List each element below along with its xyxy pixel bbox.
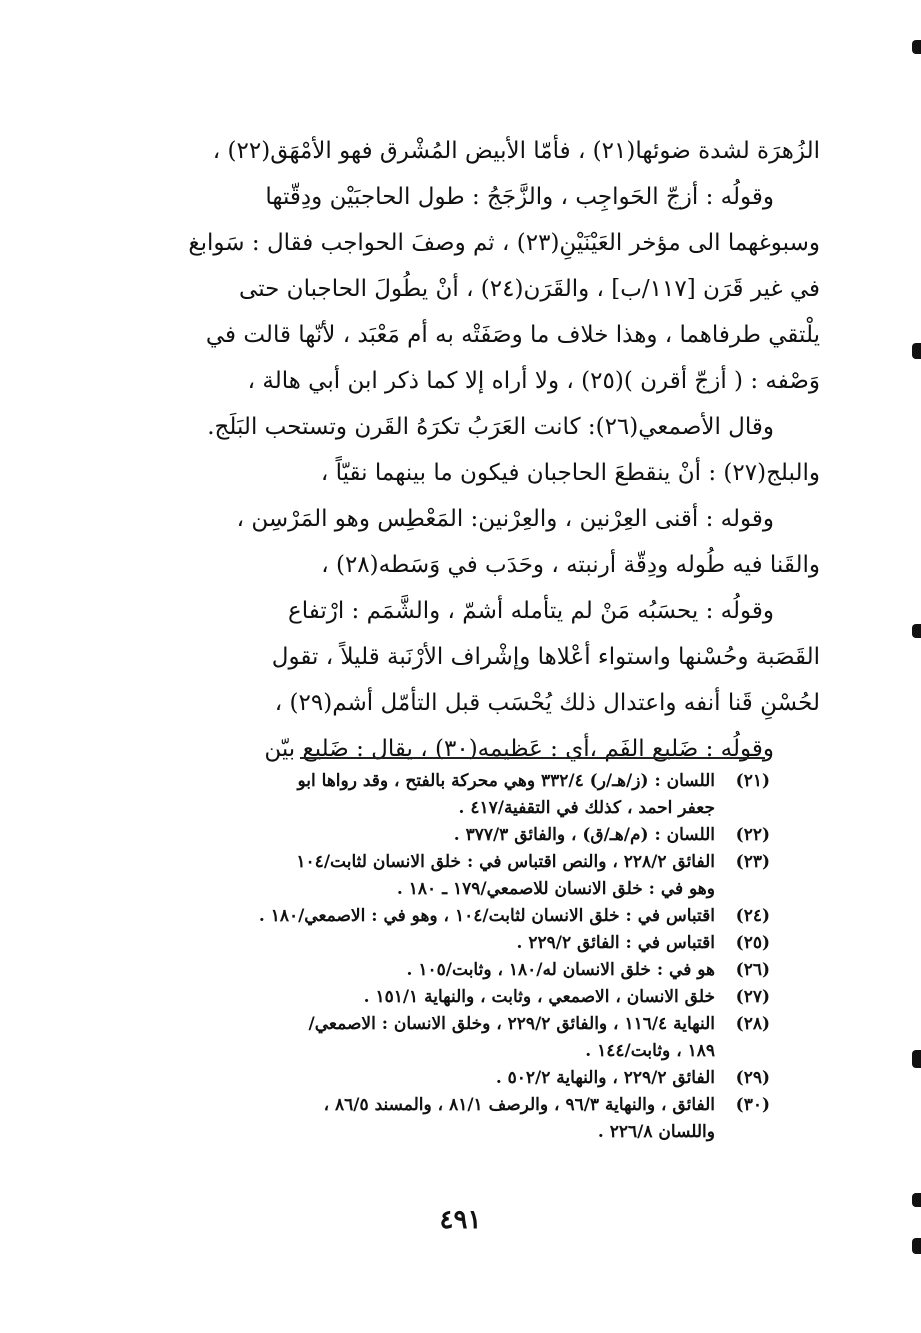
footnote — [100, 768, 770, 822]
main-text-line: وسبوغهما الى مؤخر العَيْنَيْنِ(٢٣) ، ثم وصفَ الحواجب فقال : سَوابغ — [188, 230, 820, 256]
scan-edge-mark — [912, 1238, 921, 1254]
scan-edge-mark — [912, 343, 921, 359]
footnote-number: (٢١) — [735, 771, 770, 791]
footnote-number: (٢٥) — [735, 933, 770, 953]
footnote-text — [100, 1092, 715, 1146]
scan-edge-mark — [912, 40, 921, 54]
footnote — [100, 1011, 770, 1065]
main-text-line: وقال الأصمعي(٢٦): كانت العَرَبُ تكرَهُ القَرن وتستحب البَلَج. — [207, 414, 774, 440]
footnote-number: (٣٠) — [735, 1095, 770, 1115]
footnote-text — [100, 984, 715, 1011]
main-text-line: وقولُه : أزجّ الحَواجِب ، والزَّجَجُ : طول الحاجبَيْن ودِقّتها — [265, 184, 774, 210]
main-text-block — [100, 128, 820, 772]
footnote-line: الفائق ٢٢٨/٢ ، والنص اقتباس في : خلق الانسان لثابت/١٠٤ — [296, 852, 715, 872]
footnote-text — [100, 849, 715, 903]
footnote-text — [100, 903, 715, 930]
footnote-number: (٢٣) — [735, 852, 770, 872]
footnote-line: وهو في : خلق الانسان للاصمعي/١٧٩ ـ ١٨٠ . — [396, 879, 715, 899]
footnote-line: الفائق ، والنهاية ٩٦/٣ ، والرصف ٨١/١ ، والمسند ٨٦/٥ ، — [323, 1095, 715, 1115]
footnotes-block — [100, 768, 770, 1146]
footnote-number: (٢٤) — [735, 906, 770, 926]
main-text-line: وَصْفه : ( أزجّ أقرن )(٢٥) ، ولا أراه إلا كما ذكر ابن أبي هالة ، — [247, 368, 820, 394]
footnote — [100, 984, 770, 1011]
footnote-text — [100, 957, 715, 984]
footnote-line: اللسان : (م/هـ/ق) ، والفائق ٣٧٧/٣ . — [453, 825, 715, 845]
main-text-line: الزُهرَة لشدة ضوئها(٢١) ، فأمّا الأبيض المُشْرق فهو الأمْهَق(٢٢) ، — [212, 138, 820, 164]
page-number: ٤٩١ — [439, 1205, 482, 1235]
footnote-text — [100, 768, 715, 822]
main-text-line: وقولُه : ضَليع الفَم ،أي : عَظيمه(٣٠) ، يقال : ضَليع بيّن — [264, 736, 774, 762]
footnote-number: (٢٩) — [735, 1068, 770, 1088]
footnote — [100, 1092, 770, 1146]
footnote-number: (٢٨) — [735, 1014, 770, 1034]
footnote-text — [100, 930, 715, 957]
main-text-line: والقَنا فيه طُوله ودِقّة أرنبته ، وحَدَب في وَسَطه(٢٨) ، — [321, 552, 820, 578]
main-text-line: يلْتقي طرفاهما ، وهذا خلاف ما وصَفَتْه به أم مَعْبَد ، لأنّها قالت في — [205, 322, 820, 348]
footnote-text — [100, 1011, 715, 1065]
main-text-line: والبلج(٢٧) : أنْ ينقطعَ الحاجبان فيكون ما بينهما نقيّاً ، — [320, 460, 820, 486]
footnote — [100, 822, 770, 849]
footnote — [100, 1065, 770, 1092]
footnote-line: اقتباس في : خلق الانسان لثابت/١٠٤ ، وهو في : الاصمعي/١٨٠ . — [258, 906, 715, 926]
footnote — [100, 957, 770, 984]
scan-edge-mark — [912, 624, 921, 638]
main-text-line: وقولُه : يحسَبُه مَنْ لم يتأمله أشمّ ، والشَّمَم : ارْتفاع — [287, 598, 774, 624]
footnote-line: جعفر احمد ، كذلك في التقفية/٤١٧ . — [458, 798, 715, 818]
main-text-line: القَصَبة وحُسْنها واستواء أعْلاها وإشْراف الأرْنَبة قليلاً ، تقول — [271, 644, 820, 670]
main-text-line: في غير قَرَن [١١٧/ب] ، والقَرَن(٢٤) ، أنْ يطُولَ الحاجبان حتى — [239, 276, 820, 302]
footnote-line: اقتباس في : الفائق ٢٢٩/٢ . — [516, 933, 715, 953]
footnote-line: هو في : خلق الانسان له/١٨٠ ، وثابت/١٠٥ . — [406, 960, 715, 980]
footnote-text — [100, 1065, 715, 1092]
footnote-line: واللسان ٢٢٦/٨ . — [597, 1122, 715, 1142]
footnote-text — [100, 822, 715, 849]
footnote — [100, 849, 770, 903]
footnote-number: (٢٧) — [735, 987, 770, 1007]
footnote — [100, 903, 770, 930]
footnote-divider — [300, 757, 765, 759]
footnote-line: ١٨٩ ، وثابت/١٤٤ . — [585, 1041, 715, 1061]
footnote — [100, 930, 770, 957]
footnote-number: (٢٢) — [735, 825, 770, 845]
main-text-line: وقوله : أقنى العِرْنين ، والعِرْنين: المَعْطِس وهو المَرْسِن ، — [236, 506, 774, 532]
scan-edge-mark — [912, 1193, 921, 1207]
footnote-number: (٢٦) — [735, 960, 770, 980]
footnote-line: خلق الانسان ، الاصمعي ، وثابت ، والنهاية ١٥١/١ . — [363, 987, 715, 1007]
footnote-line: اللسان : (ز/هـ/ر) ٣٣٢/٤ وهي محركة بالفتح ، وقد رواها ابو — [297, 771, 715, 791]
footnote-line: النهاية ١١٦/٤ ، والفائق ٢٢٩/٢ ، وخلق الانسان : الاصمعي/ — [308, 1014, 715, 1034]
scan-edge-mark — [912, 1050, 921, 1068]
footnote-line: الفائق ٢٢٩/٢ ، والنهاية ٥٠٢/٢ . — [495, 1068, 715, 1088]
main-text-line: لحُسْنِ قَنا أنفه واعتدال ذلك يُحْسَب قبل التأمّل أشم(٢٩) ، — [274, 690, 820, 716]
